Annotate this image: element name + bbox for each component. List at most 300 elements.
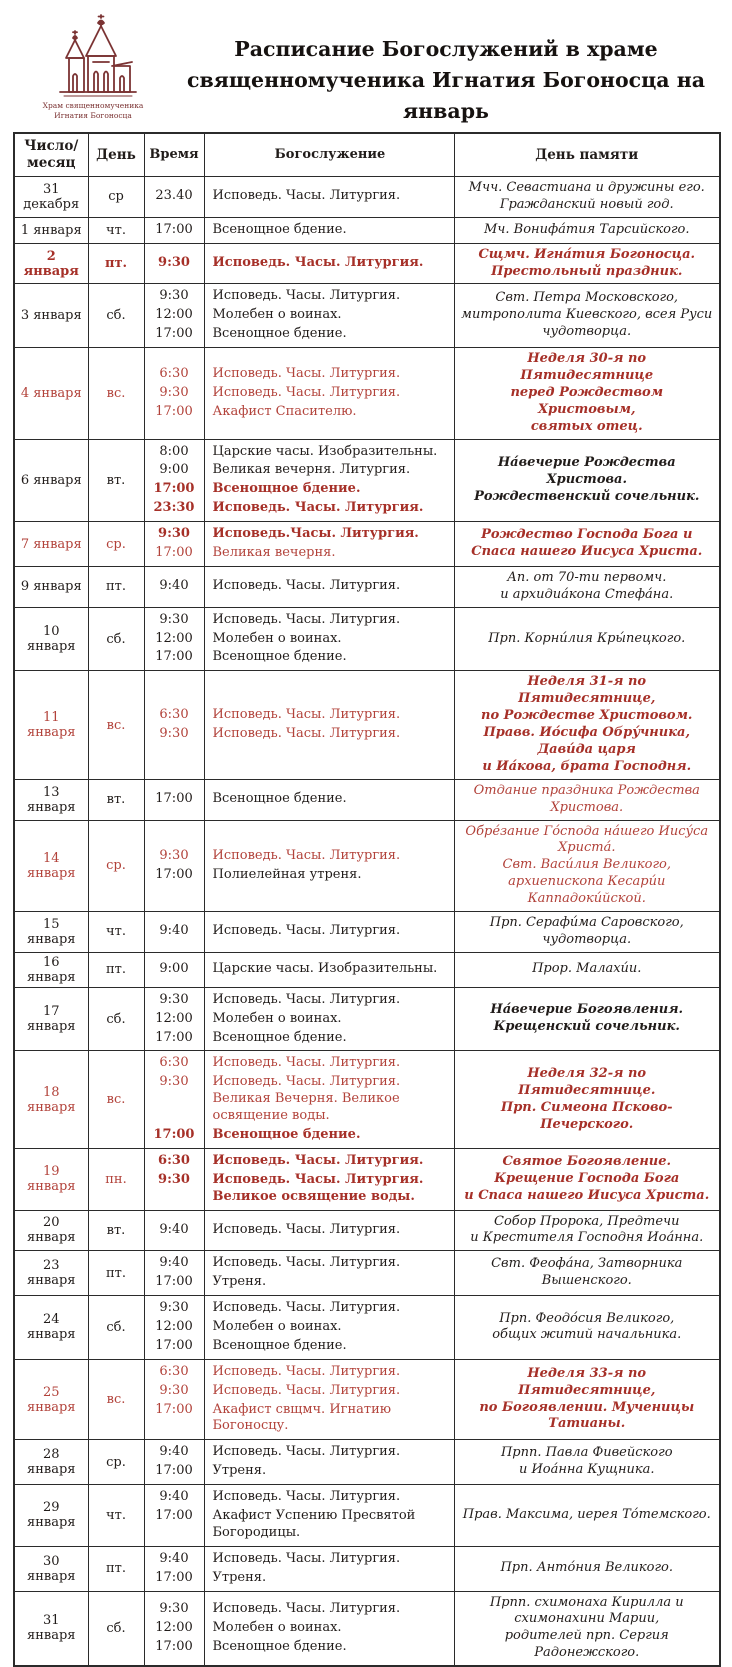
service-name: Всенощное бдение. (212, 1337, 347, 1353)
service-list (145, 251, 454, 276)
service-name: Молебен о воинах. (212, 1010, 342, 1026)
memory-line: Свт. Петра Московского, (495, 290, 679, 306)
day-cell: сб. (88, 284, 144, 348)
service-entry (145, 1401, 454, 1437)
time-service-divider (204, 780, 205, 820)
service-name: Исповедь. Часы. Литургия. (212, 578, 401, 594)
memory-line: схимонахини Марии, (514, 1611, 660, 1627)
service-list (145, 1149, 454, 1210)
time-service-cell (144, 952, 454, 987)
day-cell: ср. (88, 820, 144, 911)
table-row (14, 911, 720, 952)
service-name: Полиелейная утреня. (212, 866, 362, 882)
date-cell: 15 января (14, 911, 88, 952)
memory-cell (454, 952, 720, 987)
service-time: 6:30 (159, 1363, 189, 1379)
time-service-cell (144, 987, 454, 1051)
memory-cell (454, 1051, 720, 1148)
service-list (145, 919, 454, 944)
service-time: 17:00 (155, 326, 193, 342)
service-time: 17:00 (155, 1401, 193, 1417)
service-entry (145, 847, 454, 866)
service-entry (145, 611, 454, 630)
memory-line: Сщмч. Игна́тия Богоносца. (478, 246, 696, 262)
service-time: 9:40 (159, 1550, 189, 1566)
memory-cell (454, 987, 720, 1051)
service-entry (145, 648, 454, 667)
table-row (14, 779, 720, 820)
service-list (145, 362, 454, 425)
service-name: Исповедь.Часы. Литургия. (212, 526, 419, 542)
table-row (14, 1485, 720, 1547)
service-entry (145, 1337, 454, 1356)
memory-cell (454, 820, 720, 911)
day-cell: сб. (88, 1296, 144, 1360)
service-name: Всенощное бдение. (212, 221, 347, 237)
memory-cell (454, 1546, 720, 1591)
service-list (145, 1597, 454, 1660)
service-entry (145, 187, 454, 206)
memory-line: Прпп. Павла Фивейского (500, 1445, 673, 1461)
memory-line: Рождественский сочельник. (474, 488, 700, 504)
service-list (145, 1051, 454, 1147)
service-name: Молебен о воинах. (212, 1318, 342, 1334)
memory-line: Прп. Корни́лия Кры́пецкого. (488, 630, 686, 646)
service-entry (145, 922, 454, 941)
service-entry (145, 365, 454, 384)
day-cell: вс. (88, 671, 144, 779)
memory-cell (454, 1359, 720, 1440)
service-entry (145, 630, 454, 649)
day-cell: вт. (88, 439, 144, 522)
day-cell: пт. (88, 952, 144, 987)
service-entry (145, 1600, 454, 1619)
service-name: Исповедь. Часы. Литургия. (212, 1221, 401, 1237)
service-entry (145, 1363, 454, 1382)
day-cell: вт. (88, 779, 144, 820)
service-time: 9:00 (159, 462, 189, 478)
service-entry (145, 325, 454, 344)
service-entry (145, 790, 454, 809)
service-name: Исповедь. Часы. Литургия. (212, 1152, 424, 1168)
service-entry (145, 577, 454, 596)
day-cell: чт. (88, 911, 144, 952)
service-name: Исповедь. Часы. Литургия. (212, 847, 401, 863)
service-name: Акафист Спасителю. (212, 403, 357, 419)
memory-cell (454, 217, 720, 243)
service-list (145, 1440, 454, 1484)
day-cell: чт. (88, 217, 144, 243)
time-service-divider (204, 1149, 205, 1210)
memory-line: На́вечерие Рождества Христова. (497, 455, 676, 487)
service-name: Исповедь. Часы. Литургия. (212, 991, 401, 1007)
table-row (14, 177, 720, 218)
service-list (145, 703, 454, 747)
service-time: 17:00 (155, 1029, 193, 1045)
memory-line: Прп. Феодо́сия Великого, (499, 1310, 675, 1326)
service-time: 9:30 (159, 384, 189, 400)
page-header (13, 10, 719, 126)
service-time: 9:40 (159, 1255, 189, 1271)
memory-line: архиепископа Кесари́и Каппадоки́йской. (508, 874, 666, 907)
service-entry (145, 1569, 454, 1588)
memory-cell (454, 1485, 720, 1547)
table-row (14, 607, 720, 671)
service-entry (145, 525, 454, 544)
service-time: 9:30 (159, 847, 189, 863)
service-name: Исповедь. Часы. Литургия. (212, 707, 401, 723)
time-service-cell (144, 1440, 454, 1485)
memory-cell (454, 1210, 720, 1251)
service-entry (145, 1254, 454, 1273)
day-cell: ср. (88, 1440, 144, 1485)
service-list (145, 1547, 454, 1591)
service-time: 17:00 (155, 1569, 193, 1585)
service-time: 6:30 (158, 1152, 190, 1168)
service-entry (145, 1318, 454, 1337)
memory-line: Прп. Серафи́ма Саровского, чудотворца. (489, 914, 684, 947)
memory-line: Ап. от 70-ти первомч. (507, 569, 667, 585)
schedule-table (13, 132, 721, 1667)
day-cell: вт. (88, 1210, 144, 1251)
church-logo (13, 10, 173, 121)
memory-line: общих житий начальника. (492, 1327, 682, 1343)
table-row (14, 820, 720, 911)
time-service-cell (144, 566, 454, 607)
service-name: Всенощное бдение. (212, 326, 347, 342)
time-service-cell (144, 1591, 454, 1666)
date-cell: 3 января (14, 284, 88, 348)
service-name: Молебен о воинах. (212, 307, 342, 323)
service-entry (145, 1488, 454, 1507)
logo-caption-line2: Игнатия Богоносца (54, 111, 132, 121)
memory-line: Крещенский сочельник. (493, 1019, 680, 1035)
service-entry (145, 221, 454, 240)
service-time: 6:30 (159, 707, 189, 723)
time-service-divider (204, 522, 205, 566)
day-cell: чт. (88, 1485, 144, 1547)
time-service-cell (144, 1210, 454, 1251)
time-service-cell (144, 243, 454, 284)
memory-cell (454, 779, 720, 820)
memory-line: и Крестителя Господня Иоа́нна. (470, 1230, 704, 1246)
memory-cell (454, 243, 720, 284)
table-row (14, 1359, 720, 1440)
day-cell: вс. (88, 1359, 144, 1440)
service-name: Исповедь. Часы. Литургия. (212, 255, 424, 271)
table-row (14, 1296, 720, 1360)
column-header-date: Число/ месяц (14, 133, 88, 176)
time-service-divider (204, 608, 205, 671)
page-title-line2: священномученика Игнатия Богоносца на январь (186, 67, 706, 123)
column-header-time: Время (149, 146, 199, 162)
memory-line: и архидиа́кона Стефа́на. (500, 586, 674, 602)
memory-line: Правв. Ио́сифа Обру́чника, Дави́да царя (483, 725, 690, 757)
memory-cell (454, 1251, 720, 1296)
service-entry (145, 960, 454, 979)
table-row (14, 1546, 720, 1591)
memory-line: Прор. Малахи́и. (532, 961, 642, 977)
service-list (145, 988, 454, 1051)
service-name: Великая вечерня. (212, 545, 336, 561)
service-entry (145, 384, 454, 403)
column-header-day: День (88, 133, 144, 176)
time-service-divider (204, 177, 205, 217)
church-icon (38, 14, 148, 100)
table-row (14, 1148, 720, 1210)
memory-line: Мч. Вонифа́тия Тарсийского. (483, 221, 690, 237)
time-service-cell (144, 284, 454, 348)
service-time: 9:30 (159, 991, 189, 1007)
service-time: 17:00 (155, 649, 193, 665)
service-name: Исповедь. Часы. Литургия. (212, 1489, 401, 1505)
day-cell: ср (88, 177, 144, 218)
service-entry (145, 254, 454, 273)
memory-line: Рождество Господа Бога и (481, 527, 693, 543)
day-cell: пт. (88, 1546, 144, 1591)
service-name: Всенощное бдение. (212, 481, 361, 497)
time-service-cell (144, 607, 454, 671)
day-cell: пт. (88, 566, 144, 607)
date-cell: 18 января (14, 1051, 88, 1148)
service-time: 12:00 (155, 1318, 193, 1334)
service-list (145, 284, 454, 347)
time-service-divider (204, 1360, 205, 1440)
memory-line: и Иа́кова, брата Господня. (482, 758, 692, 774)
service-time: 9:00 (159, 961, 189, 977)
time-service-divider (204, 244, 205, 284)
service-entry (145, 544, 454, 563)
service-list (145, 957, 454, 982)
memory-cell (454, 284, 720, 348)
service-name: Акафист Успению Пресвятой Богородицы. (212, 1508, 416, 1540)
service-time: 17:00 (155, 1508, 193, 1523)
time-service-divider (204, 218, 205, 243)
day-cell: пн. (88, 1148, 144, 1210)
service-entry (145, 1619, 454, 1638)
service-name: Утреня. (212, 1463, 267, 1479)
service-time: 9:30 (158, 526, 190, 542)
time-service-divider (204, 1592, 205, 1666)
service-time: 9:30 (159, 288, 189, 304)
memory-line: Свт. Васи́лия Великого, (502, 857, 671, 873)
memory-line: чудотворца. (542, 324, 632, 340)
memory-line: родителей прп. Сергия Радонежского. (504, 1628, 669, 1661)
service-entry (145, 1054, 454, 1073)
service-time: 17:00 (155, 866, 193, 882)
table-row (14, 1591, 720, 1666)
service-name: Акафист свщмч. Игнатию Богоносцу. (212, 1401, 392, 1434)
service-name: Утреня. (212, 1274, 267, 1290)
memory-line: Мчч. Севастиана и дружины его. (468, 180, 705, 195)
time-service-cell (144, 522, 454, 567)
service-list (145, 1251, 454, 1295)
date-cell: 16 января (14, 952, 88, 987)
service-name: Исповедь. Часы. Литургия. (212, 188, 401, 204)
service-entry (145, 1010, 454, 1029)
time-service-divider (204, 1440, 205, 1484)
table-row (14, 522, 720, 567)
time-service-cell (144, 820, 454, 911)
service-list (145, 184, 454, 209)
time-service-cell (144, 1296, 454, 1360)
service-time: 12:00 (155, 630, 193, 646)
table-row (14, 284, 720, 348)
date-cell: 9 января (14, 566, 88, 607)
service-name: Исповедь. Часы. Литургия. (212, 500, 424, 516)
service-entry (145, 1126, 454, 1145)
service-name: Исповедь. Часы. Литургия. (212, 1601, 401, 1616)
service-entry (145, 306, 454, 325)
time-service-cell (144, 1546, 454, 1591)
service-time: 17:00 (155, 1337, 193, 1353)
service-list (145, 608, 454, 671)
date-cell: 30 января (14, 1546, 88, 1591)
time-service-divider (204, 440, 205, 522)
service-list (145, 1360, 454, 1440)
service-time: 17:00 (155, 1274, 193, 1290)
page-title (173, 10, 719, 126)
memory-line: Неделя 31-я по Пятидесятнице, (518, 674, 656, 707)
memory-line: перед Рождеством Христовым, (510, 384, 664, 417)
service-name: Исповедь. Часы. Литургия. (212, 384, 401, 400)
service-time: 17:00 (153, 481, 195, 497)
date-cell: 1 января (14, 217, 88, 243)
service-entry (145, 1550, 454, 1569)
service-name: Всенощное бдение. (212, 1638, 347, 1654)
service-list (145, 1218, 454, 1243)
time-service-divider (204, 821, 205, 911)
service-time: 12:00 (155, 1619, 193, 1635)
service-list (145, 440, 454, 522)
service-entry (145, 443, 454, 462)
service-entry (145, 499, 454, 518)
date-cell: 10 января (14, 607, 88, 671)
table-row (14, 671, 720, 779)
date-cell: 23 января (14, 1251, 88, 1296)
column-header-service: Богослужение (274, 146, 386, 162)
memory-line: по Рождестве Христовом. (481, 708, 693, 724)
service-name: Всенощное бдение. (212, 1126, 361, 1142)
memory-cell (454, 522, 720, 567)
date-cell: 29 января (14, 1485, 88, 1547)
memory-cell (454, 439, 720, 522)
service-time: 17:00 (155, 403, 193, 419)
memory-cell (454, 177, 720, 218)
service-time: 9:30 (159, 1300, 189, 1316)
time-service-divider (204, 1485, 205, 1546)
service-name: Исповедь. Часы. Литургия. (212, 288, 401, 304)
day-cell: сб. (88, 1591, 144, 1666)
memory-line: Свт. Феофа́на, Затворника Вышенского. (491, 1256, 683, 1289)
date-cell: 13 января (14, 779, 88, 820)
service-list (145, 522, 454, 566)
service-entry (145, 1152, 454, 1171)
memory-line: Собор Пророка, Предтечи (494, 1213, 680, 1229)
table-row (14, 1051, 720, 1148)
service-time: 9:40 (159, 1221, 189, 1237)
service-name: Всенощное бдение. (212, 649, 347, 665)
table-row (14, 1210, 720, 1251)
service-name: Исповедь. Часы. Литургия. (212, 611, 401, 627)
service-name: Исповедь. Часы. Литургия. (212, 366, 401, 382)
service-time: 17:00 (155, 1638, 193, 1654)
service-list (145, 218, 454, 243)
service-name: Царские часы. Изобразительны. (212, 443, 438, 459)
column-divider (204, 134, 205, 176)
service-time: 9:40 (159, 1444, 189, 1460)
time-service-divider (204, 1547, 205, 1591)
service-name: Исповедь. Часы. Литургия. (212, 1363, 401, 1379)
memory-line: Неделя 33-я по Пятидесятнице, (518, 1365, 656, 1398)
service-entry (145, 1073, 454, 1126)
memory-line: митрополита Киевского, всея Руси (461, 307, 713, 323)
service-name: Исповедь. Часы. Литургия. (212, 1382, 401, 1398)
service-entry (145, 1029, 454, 1048)
time-service-cell (144, 177, 454, 218)
time-service-cell (144, 1359, 454, 1440)
column-header-time-service (144, 133, 454, 176)
service-name: Царские часы. Изобразительны. (212, 961, 438, 977)
memory-line: Спаса нашего Иисуса Христа. (471, 544, 703, 560)
memory-cell (454, 911, 720, 952)
table-row (14, 1440, 720, 1485)
service-time: 23.40 (155, 188, 193, 204)
service-entry (145, 461, 454, 480)
time-service-divider (204, 953, 205, 987)
table-row (14, 1251, 720, 1296)
page-title-line1: Расписание Богослужений в храме (234, 37, 658, 61)
date-cell: 4 января (14, 348, 88, 439)
service-time: 17:00 (155, 221, 193, 237)
service-entry (145, 403, 454, 422)
memory-cell (454, 607, 720, 671)
service-time: 17:00 (155, 545, 193, 561)
service-entry (145, 480, 454, 499)
date-cell: 6 января (14, 439, 88, 522)
service-time: 9:30 (159, 611, 189, 627)
service-time: 23:30 (153, 500, 195, 516)
memory-line: Прпп. схимонаха Кирилла и (489, 1594, 684, 1610)
time-service-divider (204, 912, 205, 952)
table-header-row (14, 133, 720, 176)
memory-line: Прп. Анто́ния Великого. (500, 1560, 674, 1576)
memory-line: Крещение Господа Бога (494, 1170, 680, 1186)
memory-line: Неделя 32-я по Пятидесятнице. (518, 1065, 656, 1098)
memory-line: Прав. Максима, иерея То́темского. (462, 1507, 711, 1522)
date-cell: 20 января (14, 1210, 88, 1251)
time-service-cell (144, 1148, 454, 1210)
service-name: Молебен о воинах. (212, 1619, 342, 1635)
date-cell: 24 января (14, 1296, 88, 1360)
memory-cell (454, 1440, 720, 1485)
date-cell: 7 января (14, 522, 88, 567)
service-entry (145, 1638, 454, 1657)
service-list (145, 574, 454, 599)
service-time: 9:40 (159, 578, 189, 594)
time-service-divider (204, 1051, 205, 1147)
service-name: Исповедь. Часы. Литургия. (212, 1300, 401, 1316)
time-service-cell (144, 779, 454, 820)
date-cell: 31 декабря (14, 177, 88, 218)
service-time: 9:30 (159, 1074, 189, 1090)
service-time: 12:00 (155, 1010, 193, 1026)
time-service-divider (204, 567, 205, 607)
service-list (145, 844, 454, 888)
time-service-divider (204, 1251, 205, 1295)
service-list (145, 1296, 454, 1359)
date-cell: 17 января (14, 987, 88, 1051)
